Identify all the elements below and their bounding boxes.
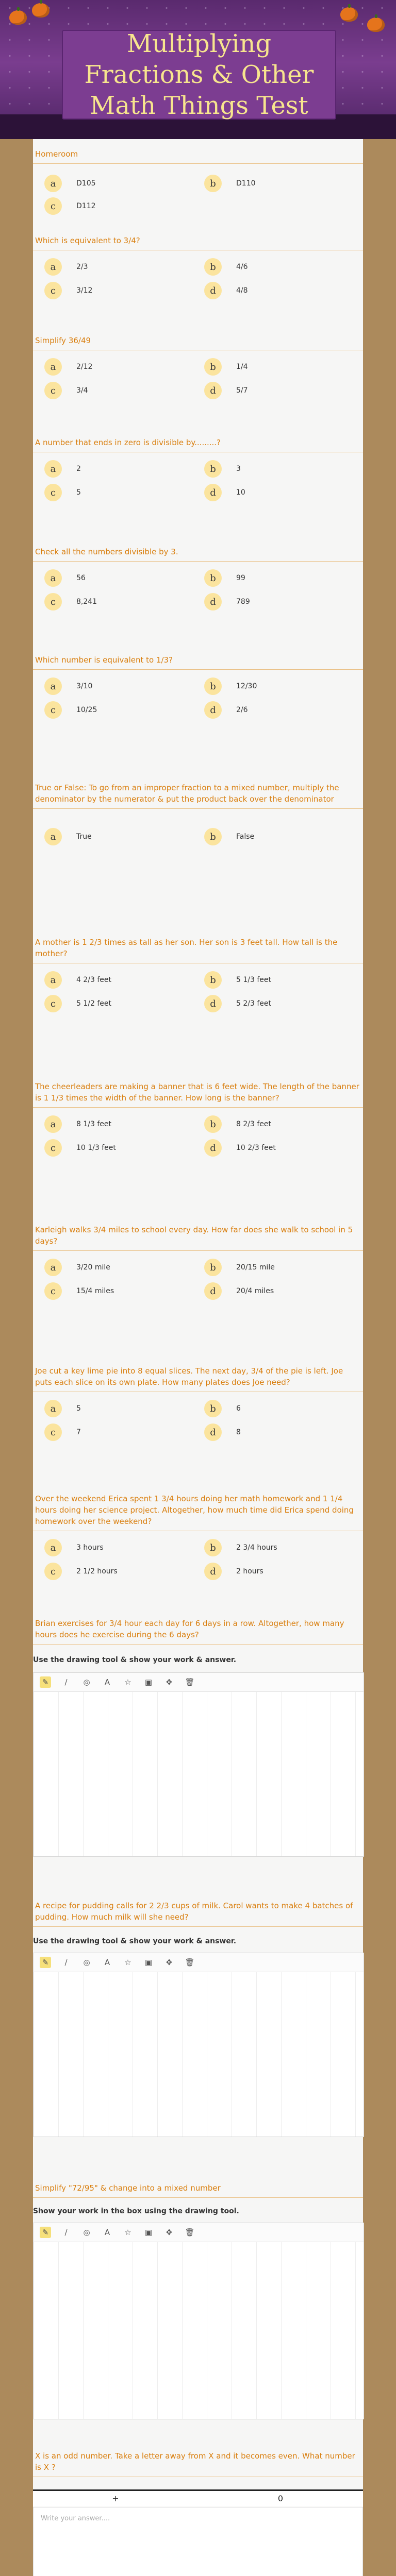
- answer-letter: d: [204, 282, 222, 299]
- answer-letter: d: [204, 701, 222, 719]
- answer-letter: c: [44, 1563, 62, 1580]
- drawing-toolbar: [34, 1953, 364, 1972]
- line-icon[interactable]: ∕: [64, 1677, 68, 1687]
- answer-text: False: [236, 833, 255, 841]
- question-text: A recipe for pudding calls for 2 2/3 cups of milk. Carol wants to make 4 batches of pudding. How much milk will she need?: [35, 1901, 353, 1922]
- answer-option[interactable]: [44, 1282, 114, 1300]
- answer-text: 8 2/3 feet: [236, 1120, 271, 1128]
- answer-option[interactable]: [44, 483, 81, 502]
- drawing-instruction: Use the drawing tool & show your work & answer.: [33, 1656, 237, 1664]
- question-4: [33, 546, 363, 562]
- answer-letter: a: [44, 358, 62, 376]
- answer-text: 20/4 miles: [236, 1287, 274, 1295]
- answer-option[interactable]: [44, 1399, 81, 1418]
- answer-option[interactable]: [204, 827, 254, 846]
- answer-letter: c: [44, 382, 62, 399]
- answer-text: 2 hours: [236, 1567, 263, 1575]
- keypad-key[interactable]: +: [112, 2494, 119, 2503]
- answer-letter: d: [204, 593, 222, 611]
- answer-letter: c: [44, 701, 62, 719]
- question-6: [33, 782, 363, 809]
- answer-text: 1/4: [236, 363, 248, 371]
- pumpkin-icon: [367, 18, 385, 32]
- question-1: [33, 235, 363, 250]
- answer-letter: b: [204, 460, 222, 478]
- answer-option[interactable]: [204, 1258, 275, 1277]
- answer-option[interactable]: [44, 281, 92, 300]
- question-text: Check all the numbers divisible by 3.: [35, 547, 178, 556]
- answer-option[interactable]: [44, 1423, 81, 1442]
- answer-letter: d: [204, 1282, 222, 1300]
- answer-option[interactable]: [44, 1562, 118, 1581]
- answer-text: 8 1/3 feet: [76, 1120, 111, 1128]
- drawing-instruction: Use the drawing tool & show your work & answer.: [33, 1937, 237, 1945]
- answer-option[interactable]: [204, 358, 248, 376]
- answer-letter: a: [44, 569, 62, 587]
- drawing-canvas-3[interactable]: [33, 2223, 364, 2419]
- divider: [33, 669, 363, 670]
- answer-placeholder: Write your answer....: [41, 2515, 110, 2522]
- text-icon[interactable]: A: [104, 1958, 110, 1967]
- question-text: Over the weekend Erica spent 1 3/4 hours doing her math homework and 1 1/4 hours doing her science project. Altogether, how much time did Erica spend doing homework over the weekend?: [35, 1494, 354, 1526]
- answer-letter: d: [204, 995, 222, 1012]
- answer-text: 3/20 mile: [76, 1263, 110, 1272]
- answer-letter: a: [44, 1115, 62, 1133]
- trash-icon[interactable]: 🗑: [185, 1677, 195, 1687]
- answer-text: 5: [76, 488, 81, 497]
- answer-option[interactable]: [204, 677, 257, 696]
- drawing-canvas-1[interactable]: [33, 1672, 364, 1857]
- drawing-area[interactable]: [34, 2242, 364, 2419]
- question-text: Karleigh walks 3/4 miles to school every day. How far does she walk to school in 5 days?: [35, 1225, 353, 1246]
- answer-text: 2/3: [76, 263, 88, 271]
- answer-option[interactable]: [44, 358, 92, 376]
- answer-letter: d: [204, 1139, 222, 1157]
- answer-text: 3/4: [76, 386, 88, 395]
- answer-letter: a: [44, 175, 62, 192]
- drawing-area[interactable]: [34, 1972, 364, 2137]
- answer-text: 3/12: [76, 286, 93, 295]
- answer-input[interactable]: [33, 2507, 363, 2576]
- answer-option[interactable]: [44, 381, 88, 400]
- drawing-toolbar: [34, 1673, 364, 1692]
- keypad-key[interactable]: 0: [277, 2494, 284, 2503]
- question-text: The cheerleaders are making a banner that is 6 feet wide. The length of the banner is 1 1/3 times the width of the banner. How long is the banner?: [35, 1082, 359, 1103]
- drawing-instruction: Show your work in the box using the drawing tool.: [33, 2207, 239, 2215]
- divider: [33, 808, 363, 809]
- answer-option[interactable]: [204, 483, 245, 502]
- answer-text: D112: [76, 202, 96, 210]
- question-text: Simplify "72/95" & change into a mixed number: [35, 2183, 221, 2193]
- answer-text: 8,241: [76, 598, 97, 606]
- answer-option[interactable]: [44, 1139, 116, 1157]
- answer-option[interactable]: [204, 1399, 241, 1418]
- move-icon[interactable]: ✥: [166, 1958, 173, 1967]
- answer-letter: c: [44, 593, 62, 611]
- question-text: Which number is equivalent to 1/3?: [35, 655, 173, 665]
- trash-icon[interactable]: 🗑: [185, 1958, 195, 1967]
- question-11: [33, 1493, 363, 1531]
- answer-text: 5 1/2 feet: [76, 999, 111, 1008]
- divider: [33, 163, 363, 164]
- answer-text: 7: [76, 1428, 81, 1436]
- answer-text: 2 1/2 hours: [76, 1567, 118, 1575]
- answer-text: 10 1/3 feet: [76, 1144, 116, 1152]
- answer-letter: c: [44, 282, 62, 299]
- star-icon[interactable]: ☆: [124, 1677, 131, 1687]
- answer-text: 3: [236, 465, 241, 473]
- question-text: A number that ends in zero is divisible by.........?: [35, 438, 221, 447]
- question-homeroom: [33, 148, 363, 164]
- question-text: Simplify 36/49: [35, 336, 91, 345]
- answer-option[interactable]: [204, 1115, 271, 1133]
- trash-icon[interactable]: 🗑: [185, 2228, 195, 2237]
- divider: [33, 1644, 363, 1645]
- answer-text: 2/6: [236, 706, 248, 714]
- question-10: [33, 1365, 363, 1392]
- answer-letter: c: [44, 484, 62, 501]
- answer-text: 2: [76, 465, 81, 473]
- answer-text: 8: [236, 1428, 241, 1436]
- answer-option[interactable]: [204, 1282, 274, 1300]
- title-box: [62, 30, 336, 120]
- answer-letter: c: [44, 1282, 62, 1300]
- answer-option[interactable]: [44, 174, 96, 193]
- open-question: [33, 2450, 363, 2477]
- image-icon[interactable]: ▣: [144, 1677, 153, 1687]
- answer-option[interactable]: [44, 971, 111, 989]
- answer-text: 789: [236, 598, 250, 606]
- answer-option[interactable]: [204, 174, 256, 193]
- drawing-area[interactable]: [34, 1692, 364, 1856]
- answer-option[interactable]: [204, 281, 248, 300]
- answer-text: 12/30: [236, 682, 257, 690]
- divider: [33, 1250, 363, 1251]
- answer-option[interactable]: [44, 701, 97, 719]
- text-icon[interactable]: A: [104, 1677, 110, 1687]
- answer-text: 99: [236, 574, 245, 582]
- answer-option[interactable]: [44, 197, 96, 215]
- answer-letter: a: [44, 1539, 62, 1556]
- answer-letter: b: [204, 175, 222, 192]
- answer-letter: b: [204, 1539, 222, 1556]
- answer-text: True: [76, 833, 92, 841]
- text-icon[interactable]: A: [104, 2228, 110, 2237]
- answer-text: 6: [236, 1404, 241, 1413]
- answer-text: 15/4 miles: [76, 1287, 114, 1295]
- answer-option[interactable]: [44, 677, 92, 696]
- answer-option[interactable]: [204, 1562, 263, 1581]
- math-keypad: [33, 2489, 363, 2506]
- answer-letter: b: [204, 1400, 222, 1417]
- answer-option[interactable]: [204, 460, 241, 478]
- answer-text: 56: [76, 574, 86, 582]
- image-icon[interactable]: ▣: [144, 2228, 153, 2237]
- page-header: [0, 0, 396, 139]
- answer-text: 5/7: [236, 386, 248, 395]
- worksheet-card: [33, 139, 363, 2576]
- answer-text: D105: [76, 179, 96, 188]
- question-text: Brian exercises for 3/4 hour each day for 6 days in a row. Altogether, how many hours does he exercise during the 6 days?: [35, 1619, 344, 1639]
- answer-text: 3 hours: [76, 1544, 104, 1552]
- color-icon[interactable]: ◎: [83, 1677, 90, 1687]
- question-text: True or False: To go from an improper fraction to a mixed number, multiply the denominator by the numerator & put the product back over the denominator: [35, 783, 339, 804]
- answer-option[interactable]: [204, 569, 245, 587]
- answer-letter: d: [204, 1423, 222, 1441]
- drawing-toolbar: [34, 2223, 364, 2242]
- pumpkin-icon: [32, 3, 50, 18]
- answer-letter: c: [44, 995, 62, 1012]
- answer-option[interactable]: [204, 971, 271, 989]
- page-title: Multiplying Fractions & Other Math Things Test: [84, 29, 314, 120]
- pencil-icon[interactable]: ✎: [40, 1676, 51, 1688]
- question-9: [33, 1224, 363, 1251]
- answer-option[interactable]: [44, 592, 97, 611]
- answer-text: 20/15 mile: [236, 1263, 275, 1272]
- question-text: X is an odd number. Take a letter away from X and it becomes even. What number is X ?: [35, 2451, 355, 2472]
- pencil-icon[interactable]: ✎: [40, 1957, 51, 1968]
- answer-letter: c: [44, 197, 62, 215]
- star-icon[interactable]: ☆: [124, 1958, 131, 1967]
- drawing-question-1: [33, 1618, 363, 1645]
- answer-option[interactable]: [204, 258, 248, 276]
- answer-letter: b: [204, 828, 222, 845]
- answer-letter: c: [44, 1139, 62, 1157]
- answer-letter: a: [44, 460, 62, 478]
- answer-option[interactable]: [204, 701, 248, 719]
- line-icon[interactable]: ∕: [64, 1958, 68, 1967]
- answer-option[interactable]: [204, 1538, 277, 1557]
- answer-option[interactable]: [44, 1115, 111, 1133]
- answer-option[interactable]: [44, 1258, 110, 1277]
- answer-text: 4/8: [236, 286, 248, 295]
- answer-text: 5 1/3 feet: [236, 976, 271, 984]
- question-5: [33, 654, 363, 670]
- question-text: A mother is 1 2/3 times as tall as her son. Her son is 3 feet tall. How tall is the mother?: [35, 938, 338, 958]
- question-text: Joe cut a key lime pie into 8 equal slices. The next day, 3/4 of the pie is left. Joe puts each slice on its own plate. How many plates does Joe need?: [35, 1366, 343, 1387]
- pumpkin-icon: [340, 7, 358, 22]
- answer-letter: a: [44, 1400, 62, 1417]
- question-8: [33, 1081, 363, 1108]
- answer-option[interactable]: [44, 827, 92, 846]
- drawing-question-3: [33, 2182, 363, 2198]
- question-text: Homeroom: [35, 149, 78, 159]
- answer-option[interactable]: [44, 460, 81, 478]
- answer-text: 2/12: [76, 363, 93, 371]
- question-3: [33, 437, 363, 452]
- divider: [33, 561, 363, 562]
- answer-option[interactable]: [44, 569, 86, 587]
- answer-letter: a: [44, 971, 62, 989]
- pumpkin-icon: [9, 10, 27, 25]
- color-icon[interactable]: ◎: [83, 1958, 90, 1967]
- answer-letter: b: [204, 258, 222, 276]
- drawing-question-2: [33, 1900, 363, 1927]
- answer-letter: a: [44, 1259, 62, 1276]
- divider: [33, 1107, 363, 1108]
- answer-text: 10/25: [76, 706, 97, 714]
- answer-option[interactable]: [204, 994, 271, 1013]
- image-icon[interactable]: ▣: [144, 1958, 153, 1967]
- drawing-canvas-2[interactable]: [33, 1953, 364, 2137]
- answer-text: 4/6: [236, 263, 248, 271]
- answer-option[interactable]: [204, 592, 250, 611]
- answer-letter: d: [204, 1563, 222, 1580]
- answer-letter: c: [44, 1423, 62, 1441]
- star-icon[interactable]: ☆: [124, 2228, 131, 2237]
- move-icon[interactable]: ✥: [166, 2228, 173, 2237]
- pencil-icon[interactable]: ✎: [40, 2227, 51, 2238]
- answer-letter: b: [204, 1259, 222, 1276]
- answer-text: 5: [76, 1404, 81, 1413]
- answer-letter: b: [204, 971, 222, 989]
- question-text: Which is equivalent to 3/4?: [35, 236, 140, 245]
- answer-letter: b: [204, 358, 222, 376]
- answer-text: 3/10: [76, 682, 93, 690]
- answer-text: 10 2/3 feet: [236, 1144, 276, 1152]
- answer-letter: d: [204, 382, 222, 399]
- answer-letter: b: [204, 569, 222, 587]
- answer-letter: b: [204, 677, 222, 695]
- answer-letter: a: [44, 258, 62, 276]
- answer-text: 5 2/3 feet: [236, 999, 271, 1008]
- divider: [33, 2197, 363, 2198]
- answer-text: D110: [236, 179, 256, 188]
- answer-text: 10: [236, 488, 245, 497]
- answer-option[interactable]: [44, 1538, 104, 1557]
- answer-option[interactable]: [44, 994, 111, 1013]
- question-2: [33, 335, 363, 350]
- answer-letter: a: [44, 677, 62, 695]
- answer-text: 4 2/3 feet: [76, 976, 111, 984]
- divider: [33, 1926, 363, 1927]
- answer-option[interactable]: [204, 381, 248, 400]
- answer-option[interactable]: [204, 1423, 241, 1442]
- answer-letter: a: [44, 828, 62, 845]
- move-icon[interactable]: ✥: [166, 1677, 173, 1687]
- question-7: [33, 937, 363, 963]
- answer-text: 2 3/4 hours: [236, 1544, 277, 1552]
- answer-letter: d: [204, 484, 222, 501]
- line-icon[interactable]: ∕: [64, 2228, 68, 2237]
- answer-letter: b: [204, 1115, 222, 1133]
- color-icon[interactable]: ◎: [83, 2228, 90, 2237]
- answer-option[interactable]: [44, 258, 88, 276]
- answer-option[interactable]: [204, 1139, 276, 1157]
